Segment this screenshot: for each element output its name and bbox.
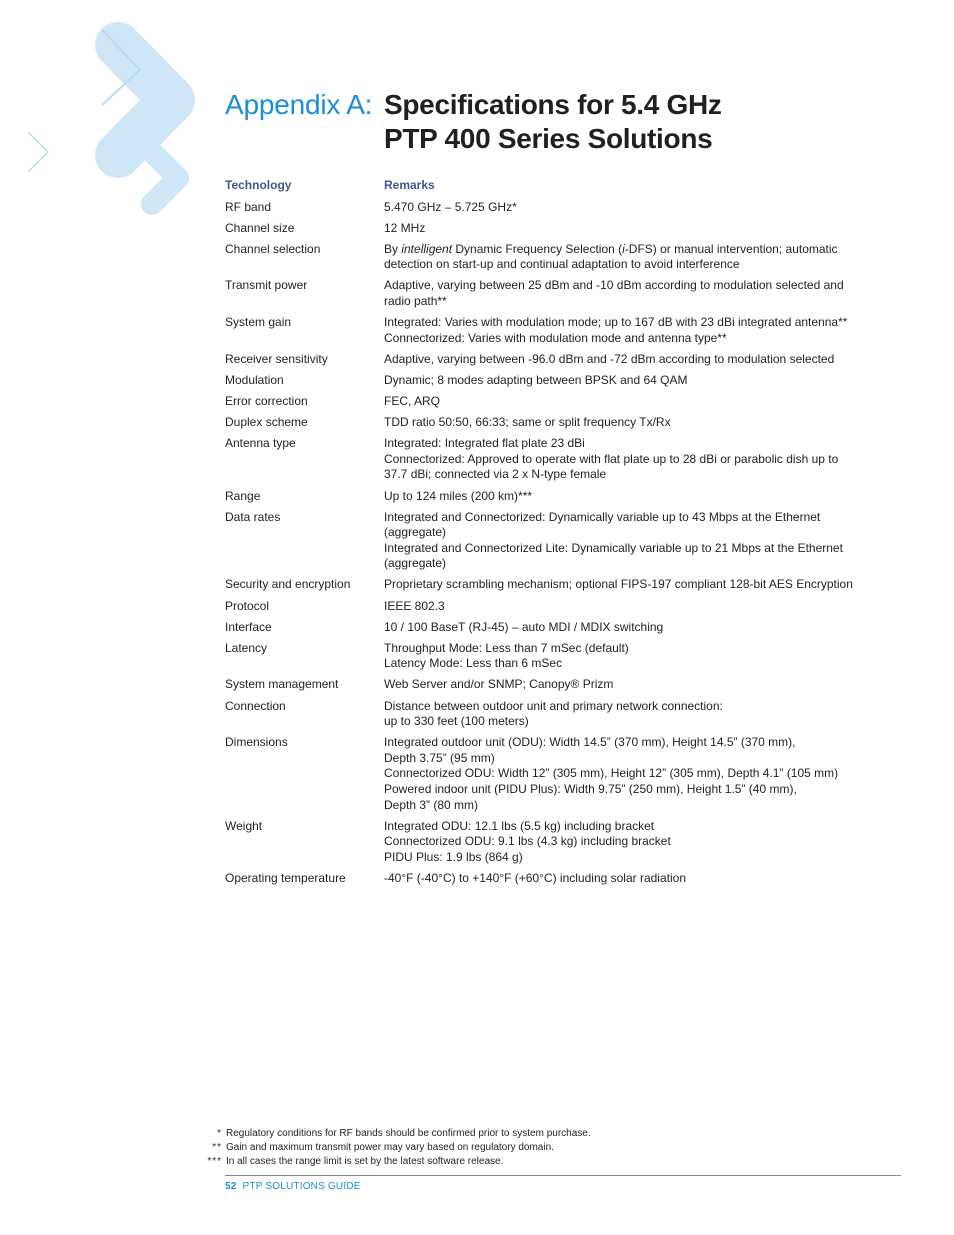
table-row [225,599,905,620]
table-row [225,373,905,394]
title-prefix: Appendix A: [225,89,373,120]
remarks-cell: Distance between outdoor unit and primary network connection: up to 330 feet (100 meters) [384,698,723,729]
technology-cell: Receiver sensitivity [225,351,328,366]
remarks-cell: Integrated and Connectorized: Dynamically variable up to 43 Mbps at the Ethernet (aggregate) Integrated and Connectorized Lite: Dynamically variable up to 21 Mbps at the Ethernet (aggregate) [384,509,843,571]
footnote [217,1127,591,1141]
technology-cell: Latency [225,640,268,655]
table-header-row [225,178,905,200]
footnote-mark: ** [212,1142,222,1153]
technology-cell: Error correction [225,394,308,409]
footer-divider [225,1175,901,1176]
chevron-decoration-icon [0,0,220,220]
table-row [225,242,905,279]
remarks-text: Dynamic Frequency Selection ( [452,241,623,256]
footnote-text: Gain and maximum transmit power may vary based on regulatory domain. [226,1142,554,1153]
page-number: 52 [225,1181,237,1192]
footnote [207,1155,591,1169]
footnote-text: Regulatory conditions for RF bands should be confirmed prior to system purchase. [226,1128,591,1139]
remarks-text: -DFS) or manual intervention; automatic detection on start-up and continual adaptation to avoid interference [384,241,838,272]
technology-cell: Data rates [225,509,281,524]
remarks-cell: TDD ratio 50:50, 66:33; same or split frequency Tx/Rx [384,415,671,430]
table-row [225,394,905,415]
technology-cell: Operating temperature [225,870,346,885]
remarks-cell: 5.470 GHz – 5.725 GHz* [384,199,517,214]
technology-cell: Interface [225,619,272,634]
footnote-mark: *** [207,1156,222,1167]
technology-cell: Channel size [225,220,295,235]
technology-cell: Dimensions [225,735,288,750]
table-row [225,871,905,892]
table-row [225,489,905,510]
table-row [225,641,905,678]
title-main [384,88,722,156]
technology-cell: Connection [225,698,286,713]
footnote-mark: * [217,1128,222,1139]
footnote-text: In all cases the range limit is set by the latest software release. [226,1156,504,1167]
technology-cell: System management [225,677,339,692]
remarks-cell: Web Server and/or SNMP; Canopy® Prizm [384,677,614,692]
column-header-remarks: Remarks [384,178,435,192]
table-row [225,200,905,221]
remarks-cell [384,242,905,279]
table-row [225,699,905,736]
remarks-cell: 10 / 100 BaseT (RJ-45) – auto MDI / MDIX switching [384,619,664,634]
remarks-cell: Integrated outdoor unit (ODU): Width 14.5” (370 mm), Height 14.5” (370 mm), Depth 3.75” (95 mm) Connectorized ODU: Width 12” (305 mm), Height 12” (305 mm), Depth 4.1” (105 mm) Powered indoor unit (PIDU Plus): Width 9.75” (250 mm), Height 1.5” (40 mm), Depth 3” (80 mm) [384,735,839,812]
guide-name: PTP SOLUTIONS GUIDE [242,1181,361,1192]
remarks-cell: Adaptive, varying between -96.0 dBm and -72 dBm according to modulation selected [384,351,835,366]
technology-cell: Protocol [225,598,270,613]
remarks-text: By [384,241,402,256]
technology-cell: System gain [225,315,292,330]
table-row [225,819,905,871]
table-row [225,620,905,641]
technology-cell: Modulation [225,372,284,387]
table-row [225,221,905,242]
remarks-cell: Up to 124 miles (200 km)*** [384,488,533,503]
technology-cell: Security and encryption [225,577,351,592]
remarks-cell: 12 MHz [384,220,426,235]
page-title [225,88,905,156]
remarks-cell: -40°F (-40°C) to +140°F (+60°C) including solar radiation [384,870,686,885]
table-row [225,577,905,598]
column-header-technology: Technology [225,178,292,192]
remarks-cell: Dynamic; 8 modes adapting between BPSK and 64 QAM [384,372,688,387]
table-row [225,278,905,315]
remarks-cell: FEC, ARQ [384,394,441,409]
remarks-emphasis: intelligent [401,241,453,256]
remarks-cell: Throughput Mode: Less than 7 mSec (default) Latency Mode: Less than 6 mSec [384,640,629,671]
remarks-cell: Integrated: Varies with modulation mode; up to 167 dB with 23 dBi integrated antenna** Connectorized: Varies with modulation mode and antenna type** [384,315,848,345]
remarks-cell: Adaptive, varying between 25 dBm and -10 dBm according to modulation selected and radio path** [384,278,844,309]
remarks-cell: Proprietary scrambling mechanism; optional FIPS-197 compliant 128-bit AES Encryption [384,577,853,592]
table-row [225,315,905,352]
technology-cell: Range [225,488,261,503]
title-line-2: PTP 400 Series Solutions [384,123,713,154]
specifications-table [225,178,905,892]
technology-cell: Weight [225,818,263,833]
technology-cell: Channel selection [225,241,321,256]
remarks-cell: IEEE 802.3 [384,598,445,613]
title-line-1: Specifications for 5.4 GHz [384,89,722,120]
footnote [212,1141,591,1155]
technology-cell: Transmit power [225,278,308,293]
remarks-emphasis: i [622,241,625,256]
table-row [225,436,905,488]
technology-cell: Antenna type [225,436,296,451]
technology-cell: RF band [225,199,272,214]
table-row [225,510,905,578]
table-row [225,735,905,818]
page-footer [225,1181,361,1192]
footnotes [207,1127,591,1169]
table-body [225,200,905,892]
technology-cell: Duplex scheme [225,415,308,430]
remarks-cell: Integrated ODU: 12.1 lbs (5.5 kg) including bracket Connectorized ODU: 9.1 lbs (4.3 kg) including bracket PIDU Plus: 1.9 lbs (864 g) [384,818,671,864]
table-row [225,352,905,373]
remarks-cell: Integrated: Integrated flat plate 23 dBi Connectorized: Approved to operate with flat plate up to 28 dBi or parabolic dish up to 37.7 dBi; connected via 2 x N-type female [384,436,839,482]
table-row [225,677,905,698]
table-row [225,415,905,436]
